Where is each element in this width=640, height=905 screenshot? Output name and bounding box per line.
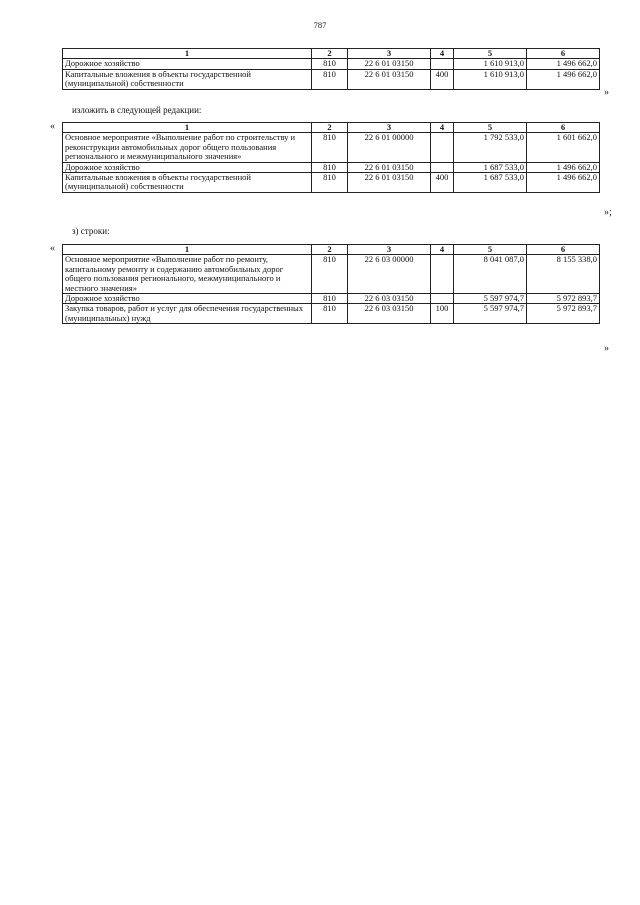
- budget-table-1: [62, 48, 600, 90]
- column-header: 6: [527, 245, 600, 255]
- col-6-value: 1 496 662,0: [527, 69, 600, 89]
- col-5-value: 8 041 087,0: [454, 255, 527, 294]
- budget-table-2: [62, 122, 600, 193]
- table-row: [63, 304, 600, 324]
- col-5-value: 1 610 913,0: [454, 59, 527, 69]
- column-header: 3: [348, 123, 431, 133]
- col-4-value: 400: [431, 173, 454, 193]
- col-3-value: 22 6 03 03150: [348, 294, 431, 304]
- column-header: 3: [348, 245, 431, 255]
- col-6-value: 1 496 662,0: [527, 162, 600, 172]
- col-4-value: [431, 59, 454, 69]
- table-row: [63, 255, 600, 294]
- col-4-value: [431, 133, 454, 162]
- col-6-value: 1 496 662,0: [527, 173, 600, 193]
- col-5-value: 1 792 533,0: [454, 133, 527, 162]
- col-3-value: 22 6 01 00000: [348, 133, 431, 162]
- caption-edit: изложить в следующей редакции:: [72, 105, 202, 115]
- col-2-value: 810: [312, 69, 348, 89]
- column-header: 3: [348, 49, 431, 59]
- column-header: 2: [312, 245, 348, 255]
- col-2-value: 810: [312, 173, 348, 193]
- col-4-value: [431, 294, 454, 304]
- column-header: 4: [431, 123, 454, 133]
- column-header: 2: [312, 49, 348, 59]
- column-header: 1: [63, 49, 312, 59]
- row-name: Основное мероприятие «Выполнение работ по строительству и реконструкции автомобильных дорог общего пользования регионального и межмуниципального значения»: [63, 133, 312, 162]
- caption-rows: з) строки:: [72, 226, 110, 236]
- budget-table-3: [62, 244, 600, 324]
- table-row: [63, 69, 600, 89]
- col-3-value: 22 6 03 00000: [348, 255, 431, 294]
- col-4-value: [431, 255, 454, 294]
- col-2-value: 810: [312, 304, 348, 324]
- column-header: 4: [431, 49, 454, 59]
- table-row: [63, 294, 600, 304]
- col-6-value: 1 601 662,0: [527, 133, 600, 162]
- col-6-value: 5 972 893,7: [527, 304, 600, 324]
- col-4-value: 100: [431, 304, 454, 324]
- col-2-value: 810: [312, 294, 348, 304]
- column-header: 4: [431, 245, 454, 255]
- col-5-value: 1 687 533,0: [454, 173, 527, 193]
- column-header: 5: [454, 49, 527, 59]
- col-5-value: 5 597 974,7: [454, 304, 527, 324]
- table-row: [63, 173, 600, 193]
- row-name: Капитальные вложения в объекты государственной (муниципальной) собственности: [63, 173, 312, 193]
- col-6-value: 5 972 893,7: [527, 294, 600, 304]
- table-row: [63, 59, 600, 69]
- column-header: 6: [527, 49, 600, 59]
- column-header: 2: [312, 123, 348, 133]
- column-header: 1: [63, 123, 312, 133]
- col-5-value: 5 597 974,7: [454, 294, 527, 304]
- row-name: Дорожное хозяйство: [63, 59, 312, 69]
- page-number: 787: [313, 20, 327, 30]
- table-row: [63, 133, 600, 162]
- col-3-value: 22 6 01 03150: [348, 59, 431, 69]
- table-header-row: [63, 245, 600, 255]
- closing-quote: »;: [604, 207, 612, 218]
- row-name: Основное мероприятие «Выполнение работ по ремонту, капитальному ремонту и содержанию автомобильных дорог общего пользования регионального, межмуниципального и местного значения»: [63, 255, 312, 294]
- closing-quote: »: [604, 87, 609, 98]
- table-header-row: [63, 123, 600, 133]
- row-name: Капитальные вложения в объекты государственной (муниципальной) собственности: [63, 69, 312, 89]
- col-2-value: 810: [312, 162, 348, 172]
- col-2-value: 810: [312, 133, 348, 162]
- col-4-value: [431, 162, 454, 172]
- col-5-value: 1 610 913,0: [454, 69, 527, 89]
- column-header: 6: [527, 123, 600, 133]
- row-name: Закупка товаров, работ и услуг для обеспечения государственных (муниципальных) нужд: [63, 304, 312, 324]
- col-4-value: 400: [431, 69, 454, 89]
- col-3-value: 22 6 03 03150: [348, 304, 431, 324]
- col-6-value: 8 155 338,0: [527, 255, 600, 294]
- table-header-row: [63, 49, 600, 59]
- col-3-value: 22 6 01 03150: [348, 173, 431, 193]
- col-2-value: 810: [312, 255, 348, 294]
- row-name: Дорожное хозяйство: [63, 162, 312, 172]
- col-3-value: 22 6 01 03150: [348, 162, 431, 172]
- col-3-value: 22 6 01 03150: [348, 69, 431, 89]
- table-row: [63, 162, 600, 172]
- closing-quote: »: [604, 343, 609, 354]
- row-name: Дорожное хозяйство: [63, 294, 312, 304]
- col-6-value: 1 496 662,0: [527, 59, 600, 69]
- col-5-value: 1 687 533,0: [454, 162, 527, 172]
- col-2-value: 810: [312, 59, 348, 69]
- column-header: 1: [63, 245, 312, 255]
- opening-quote: «: [50, 121, 55, 132]
- column-header: 5: [454, 123, 527, 133]
- column-header: 5: [454, 245, 527, 255]
- opening-quote: «: [50, 243, 55, 254]
